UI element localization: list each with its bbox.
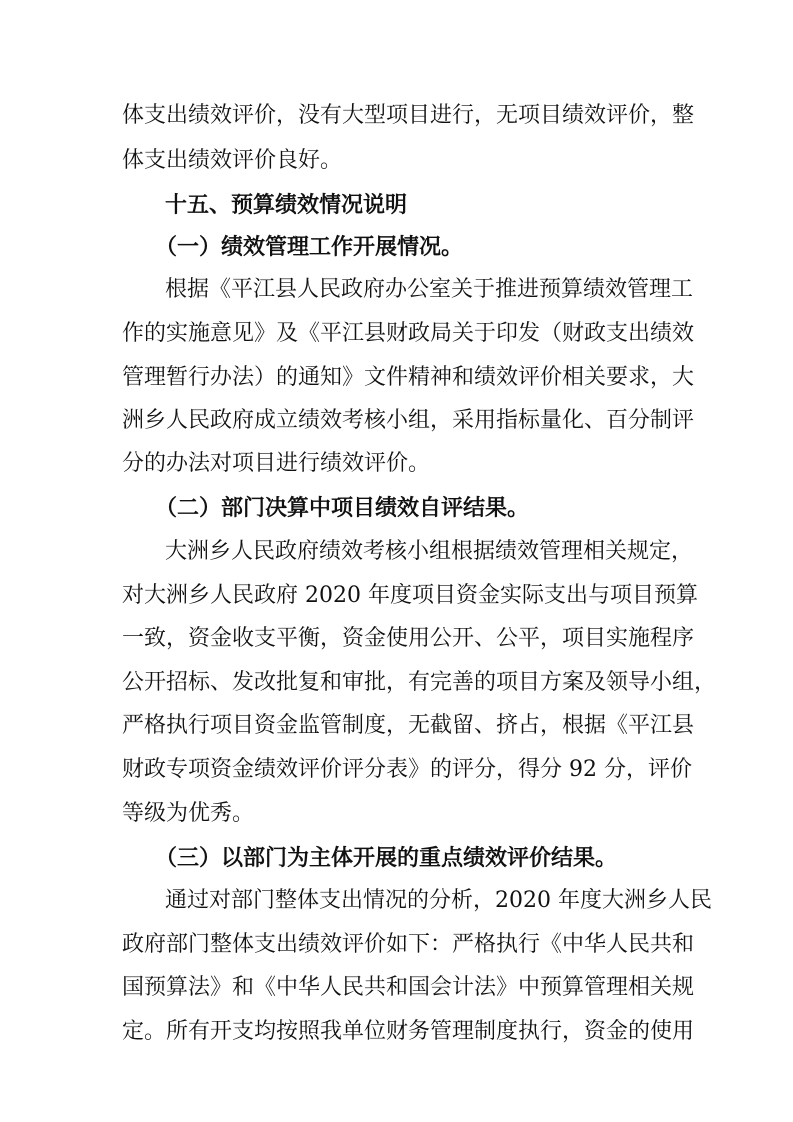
- paragraph-line: 分的办法对项目进行绩效评价。: [122, 451, 431, 476]
- paragraph-line: 对大洲乡人民政府 2020 年度项目资金实际支出与项目预算: [122, 583, 698, 608]
- paragraph-line: 通过对部门整体支出情况的分析，2020 年度大洲乡人民: [165, 888, 712, 913]
- paragraph-line: 国预算法》和《中华人民共和国会计法》中预算管理相关规: [122, 975, 695, 1000]
- paragraph-line: 管理暂行办法）的通知》文件精神和绩效评价相关要求，大: [122, 365, 695, 390]
- paragraph-line: 根据《平江县人民政府办公室关于推进预算绩效管理工: [165, 277, 694, 302]
- paragraph-line: 政府部门整体支出绩效评价如下：严格执行《中华人民共和: [122, 932, 695, 957]
- subsection-heading: （三）以部门为主体开展的重点绩效评价结果。: [155, 845, 618, 871]
- paragraph-line: 体支出绩效评价良好。: [122, 148, 343, 173]
- subsection-heading: （二）部门决算中项目绩效自评结果。: [155, 495, 530, 521]
- section-heading: 十五、预算绩效情况说明: [165, 192, 408, 218]
- paragraph-line: 作的实施意见》及《平江县财政局关于印发（财政支出绩效: [122, 321, 695, 346]
- subsection-heading: （一）绩效管理工作开展情况。: [155, 234, 464, 260]
- paragraph-line: 定。所有开支均按照我单位财务管理制度执行，资金的使用: [122, 1019, 695, 1044]
- paragraph-line: 公开招标、发改批复和审批，有完善的项目方案及领导小组，: [122, 670, 717, 695]
- paragraph-line: 大洲乡人民政府绩效考核小组根据绩效管理相关规定，: [165, 539, 694, 564]
- paragraph-line: 财政专项资金绩效评价评分表》的评分，得分 92 分，评价: [122, 757, 692, 782]
- paragraph-line: 等级为优秀。: [122, 801, 255, 826]
- paragraph-line: 一致，资金收支平衡，资金使用公开、公平，项目实施程序: [122, 626, 695, 651]
- paragraph-line: 洲乡人民政府成立绩效考核小组，采用指标量化、百分制评: [122, 408, 695, 433]
- paragraph-line: 体支出绩效评价，没有大型项目进行，无项目绩效评价，整: [122, 103, 695, 128]
- paragraph-line: 严格执行项目资金监管制度，无截留、挤占，根据《平江县: [122, 713, 695, 738]
